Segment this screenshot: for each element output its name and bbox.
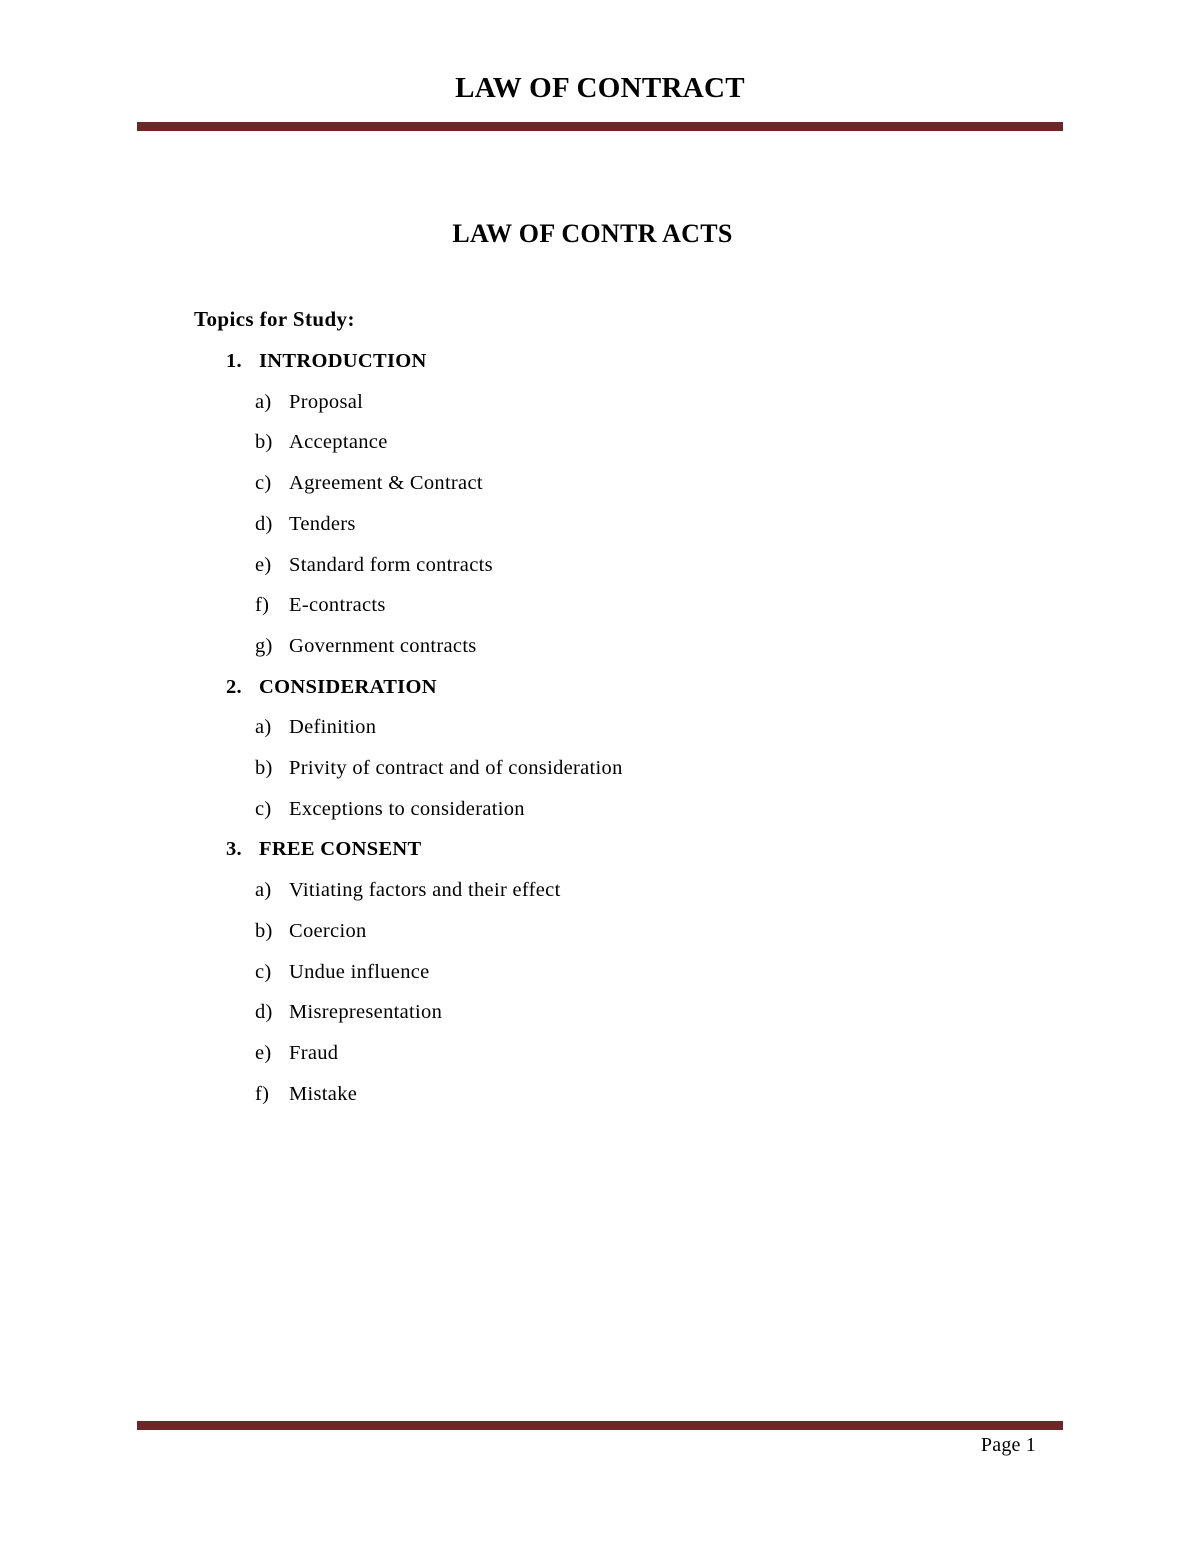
list-item-text: Agreement & Contract bbox=[289, 472, 483, 495]
list-item-marker: b) bbox=[255, 431, 273, 454]
list-item-marker: c) bbox=[255, 797, 272, 820]
list-item-marker: a) bbox=[255, 716, 272, 739]
list-item-marker: b) bbox=[255, 919, 273, 942]
list-item-marker: f) bbox=[255, 1082, 270, 1105]
topics-heading: Topics for Study: bbox=[194, 307, 355, 331]
list-item-text: Privity of contract and of consideration bbox=[289, 757, 623, 779]
list-item-marker: a) bbox=[255, 390, 272, 413]
list-item-text: Coercion bbox=[289, 919, 367, 942]
list-item-text: E-contracts bbox=[289, 594, 386, 617]
page-header-title: LAW OF CONTRACT bbox=[455, 72, 745, 104]
list-item-marker: d) bbox=[255, 512, 273, 535]
list-item-text: Government contracts bbox=[289, 634, 477, 657]
list-item-marker: g) bbox=[255, 634, 273, 657]
document-title: LAW OF CONTR ACTS bbox=[452, 219, 733, 248]
list-item-marker: e) bbox=[255, 1041, 272, 1064]
section-number: 3. bbox=[226, 838, 242, 861]
list-item-marker: c) bbox=[255, 960, 272, 983]
list-item-marker: a) bbox=[255, 879, 272, 902]
list-item-text: Tenders bbox=[289, 512, 356, 535]
list-item-marker: e) bbox=[255, 553, 272, 576]
list-item-text: Standard form contracts bbox=[289, 553, 493, 576]
list-item-text: Fraud bbox=[289, 1041, 339, 1064]
list-item-text: Acceptance bbox=[289, 431, 388, 454]
list-item-text: Vitiating factors and their effect bbox=[289, 879, 561, 902]
section-number: 2. bbox=[226, 675, 242, 698]
list-item-text: Proposal bbox=[289, 390, 364, 413]
section-title: CONSIDERATION bbox=[259, 675, 437, 698]
list-item-text: Definition bbox=[289, 716, 377, 739]
list-item-marker: f) bbox=[255, 594, 270, 617]
footer-rule bbox=[137, 1421, 1063, 1430]
list-item-marker: d) bbox=[255, 1001, 273, 1024]
section-number: 1. bbox=[226, 350, 242, 372]
list-item-marker: b) bbox=[255, 757, 273, 779]
list-item-text: Mistake bbox=[289, 1082, 358, 1105]
list-item-marker: c) bbox=[255, 472, 272, 495]
section-title: INTRODUCTION bbox=[259, 350, 427, 372]
list-item-text: Undue influence bbox=[289, 960, 430, 983]
list-item-text: Misrepresentation bbox=[289, 1001, 443, 1024]
page-number: Page 1 bbox=[980, 1434, 1036, 1456]
section-title: FREE CONSENT bbox=[259, 838, 422, 861]
list-item-text: Exceptions to consideration bbox=[289, 797, 525, 820]
